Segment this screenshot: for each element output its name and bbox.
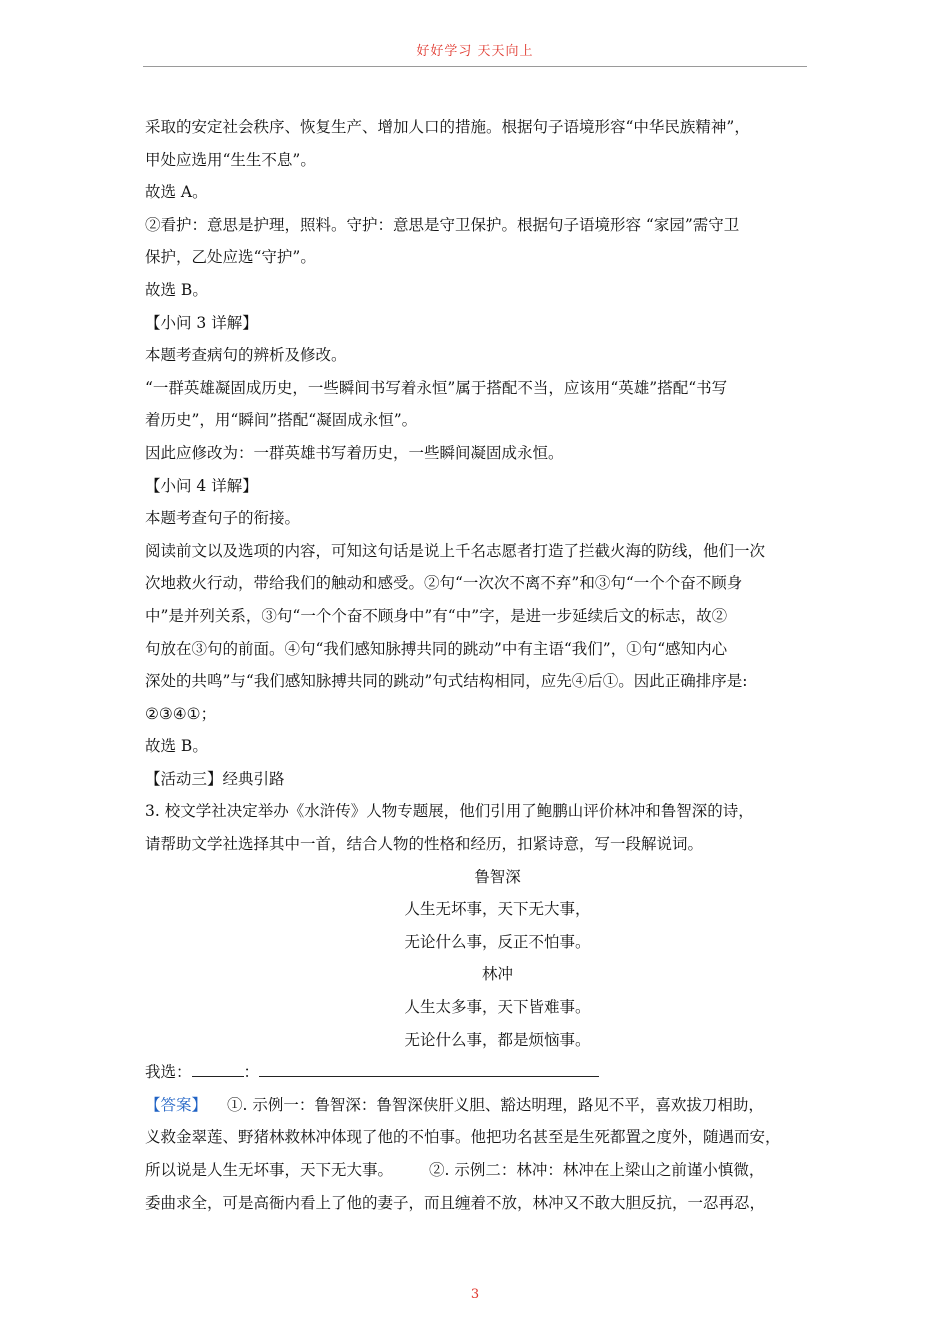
- text-line: 深处的共鸣”与“我们感知脉搏共同的跳动”句式结构相同，应先④后①。因此正确排序是:: [145, 672, 748, 691]
- answer-line: [145, 1089, 810, 1122]
- question-text: 3. 校文学社决定举办《水浒传》人物专题展，他们引用了鲍鹏山评价林冲和鲁智深的诗，: [145, 802, 754, 821]
- section-heading: 【小问 4 详解】: [145, 476, 258, 495]
- answer-text: 所以说是人生无坏事，天下无大事。: [145, 1161, 394, 1179]
- text-line: 本题考查病句的辨析及修改。: [145, 346, 347, 365]
- text-line: ②看护：意思是护理，照料。守护：意思是守卫保护。根据句子语境形容 “家园”需守卫: [145, 215, 740, 234]
- page-number: 3: [470, 1287, 480, 1302]
- poem-title: 林冲: [481, 965, 513, 984]
- section-heading: 【活动三】经典引路: [145, 769, 285, 788]
- answer-text: 义救金翠莲、野猪林救林冲体现了他的不怕事。他把功名甚至是生死都置之度外，随遇而安，: [145, 1128, 781, 1147]
- text-line: 次地救火行动，带给我们的触动和感受。②句“一次次不离不弃”和③句“一个个奋不顾身: [145, 574, 743, 593]
- text-line: 阅读前文以及选项的内容，可知这句话是说上千名志愿者打造了拦截火海的防线，他们一次: [145, 541, 766, 560]
- selection-line: [145, 1056, 810, 1089]
- poem-line: 无论什么事，都是烦恼事。: [404, 1030, 591, 1049]
- answer-line: [145, 1154, 810, 1187]
- page-header: 好好学习 天天向上: [416, 44, 534, 59]
- poem-line: 人生无坏事，天下无大事，: [404, 900, 591, 919]
- section-heading: 【小问 3 详解】: [145, 313, 258, 332]
- text-line: 甲处应选用“生生不息”。: [145, 150, 316, 169]
- poem-line: 人生太多事，天下皆难事。: [404, 998, 591, 1017]
- text-line: 故选 A。: [145, 183, 208, 202]
- text-line: 句放在③句的前面。④句“我们感知脉搏共同的跳动”中有主语“我们”，①句“感知内心: [145, 639, 728, 658]
- poem-line: 无论什么事，反正不怕事。: [404, 932, 591, 951]
- text-line: “一群英雄凝固成历史，一些瞬间书写着永恒”属于搭配不当，应该用“英雄”搭配“书写: [145, 378, 728, 397]
- text-line: 着历史”，用“瞬间”搭配“凝固成永恒”。: [145, 411, 418, 430]
- text-line: 故选 B。: [145, 280, 208, 299]
- question-text: 请帮助文学社选择其中一首，结合人物的性格和经历，扣紧诗意，写一段解说词。: [145, 835, 704, 854]
- selection-colon: ：: [243, 1063, 260, 1082]
- answer-text: ②. 示例二：林冲：林冲在上梁山之前谨小慎微，: [429, 1161, 765, 1179]
- document-body: [145, 111, 810, 1219]
- text-line: 因此应修改为：一群英雄书写着历史，一些瞬间凝固成永恒。: [145, 443, 564, 462]
- answer-tag: 【答案】: [145, 1095, 208, 1114]
- text-line: ②③④①；: [145, 704, 217, 723]
- poem-title: 鲁智深: [474, 867, 521, 886]
- text-line: 故选 B。: [145, 737, 208, 756]
- text-line: 本题考查句子的衔接。: [145, 509, 301, 528]
- text-line: 中”是并列关系，③句“一个个奋不顾身中”有“中”字，是进一步延续后文的标志，故②: [145, 606, 728, 625]
- header-divider: [143, 66, 807, 67]
- text-line: 保护，乙处应选“守护”。: [145, 248, 316, 267]
- selection-label: 我选：: [145, 1063, 192, 1082]
- explanation-blank[interactable]: [259, 1062, 599, 1077]
- answer-text: 委曲求全，可是高衙内看上了他的妻子，而且缠着不放，林冲又不敢大胆反抗，一忍再忍，: [145, 1193, 766, 1212]
- text-line: 采取的安定社会秩序、恢复生产、增加人口的措施。根据句子语境形容“中华民族精神”，: [145, 118, 750, 136]
- answer-text: ①. 示例一：鲁智深：鲁智深侠肝义胆、豁达明理，路见不平，喜欢拔刀相助，: [227, 1095, 764, 1114]
- choice-blank[interactable]: [192, 1062, 244, 1077]
